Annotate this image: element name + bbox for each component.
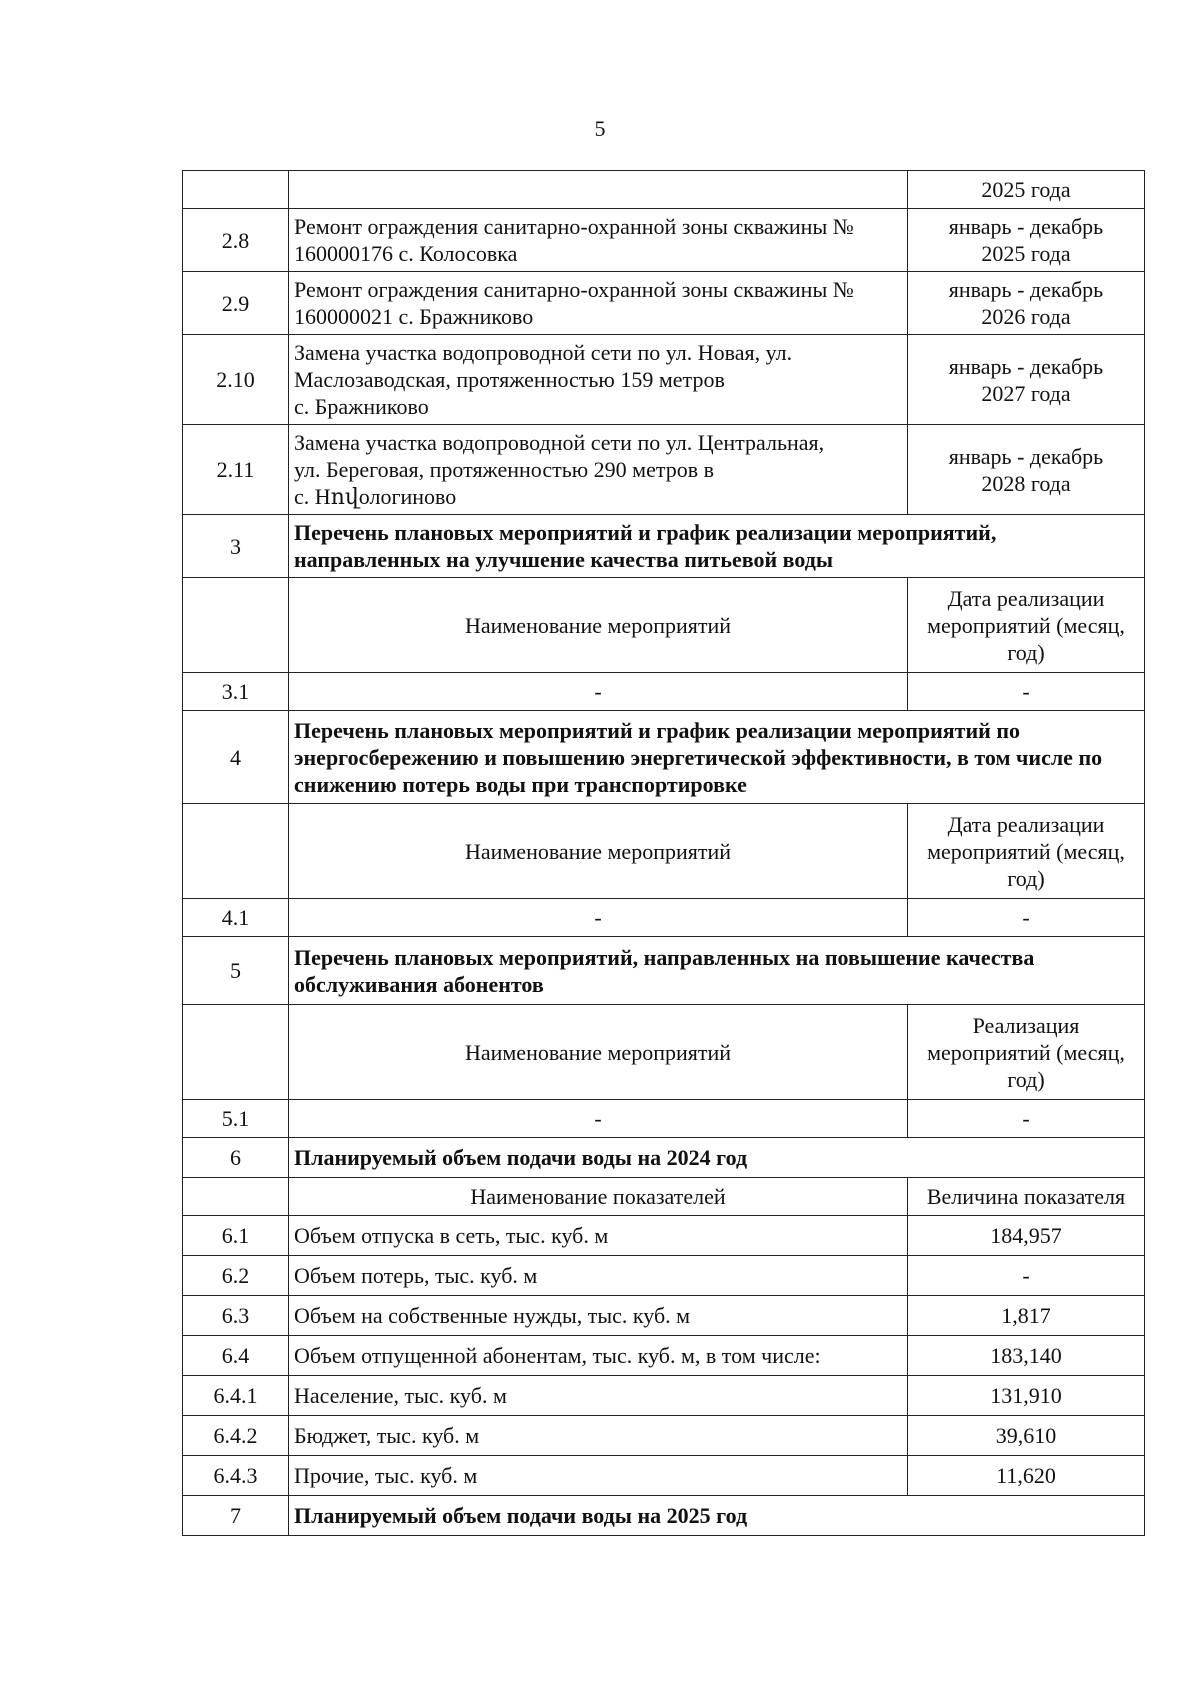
row-number: 6.2: [183, 1256, 289, 1296]
section-number: 6: [183, 1138, 289, 1178]
row-name: Объем на собственные нужды, тыс. куб. м: [289, 1296, 908, 1336]
row-value: 39,610: [908, 1416, 1145, 1456]
row-name: [289, 171, 908, 209]
section-title: Планируемый объем подачи воды на 2025 год: [289, 1496, 1145, 1536]
row-number: [183, 171, 289, 209]
column-header-date: Дата реализации мероприятий (месяц, год): [908, 804, 1145, 899]
table-row: [183, 272, 1145, 335]
row-name: -: [289, 1100, 908, 1138]
row-name: Объем потерь, тыс. куб. м: [289, 1256, 908, 1296]
section-header-row: [183, 1138, 1145, 1178]
row-number: 2.9: [183, 272, 289, 335]
table-row: [183, 1336, 1145, 1376]
table-row: [183, 1376, 1145, 1416]
table-row: [183, 1416, 1145, 1456]
section-header-row: [183, 515, 1145, 578]
table-row: [183, 209, 1145, 272]
row-value: 183,140: [908, 1336, 1145, 1376]
column-header-row: [183, 578, 1145, 673]
row-date: [908, 335, 1145, 425]
section-header-row: [183, 711, 1145, 804]
row-number: 3.1: [183, 673, 289, 711]
table-row: [183, 1216, 1145, 1256]
table-row: [183, 1100, 1145, 1138]
row-number: 6.3: [183, 1296, 289, 1336]
section-header-row: [183, 1496, 1145, 1536]
row-number: 6.4.2: [183, 1416, 289, 1456]
section-title: Перечень плановых мероприятий и график реализации мероприятий по энергосбережению и повышению энергетической эффективности, в том числе по снижению потерь воды при транспортировке: [289, 711, 1145, 804]
date-line: январь - декабрь: [948, 214, 1104, 239]
date-line: 2027 года: [981, 380, 1071, 406]
row-number: 4.1: [183, 899, 289, 937]
row-number: 6.4.3: [183, 1456, 289, 1496]
row-number: 5.1: [183, 1100, 289, 1138]
name-line: с. Бражниково: [294, 394, 429, 419]
row-name: -: [289, 673, 908, 711]
section-title: Перечень плановых мероприятий и график реализации мероприятий, направленных на улучшение качества питьевой воды: [289, 515, 1145, 578]
row-date: -: [908, 1100, 1145, 1138]
section-number: 7: [183, 1496, 289, 1536]
row-name: Бюджет, тыс. куб. м: [289, 1416, 908, 1456]
date-line: 2028 года: [981, 470, 1071, 496]
table-row: [183, 335, 1145, 425]
row-date: -: [908, 673, 1145, 711]
row-date: 2025 года: [908, 171, 1145, 209]
row-date: [908, 209, 1145, 272]
row-name: Объем отпущенной абонентам, тыс. куб. м, в том числе:: [289, 1336, 908, 1376]
section-number: 5: [183, 937, 289, 1005]
row-number: 2.10: [183, 335, 289, 425]
column-header-value: Величина показателя: [908, 1178, 1145, 1216]
column-header-row: [183, 1005, 1145, 1100]
section-number: 3: [183, 515, 289, 578]
column-header-name: Наименование мероприятий: [289, 1005, 908, 1100]
row-date: -: [908, 899, 1145, 937]
name-line: с. Нովологиново: [294, 484, 457, 509]
date-line: январь - декабрь: [948, 353, 1104, 379]
name-line: Маслозаводская, протяженностью 159 метров: [294, 367, 725, 392]
column-header-row: [183, 1178, 1145, 1216]
section-number: 4: [183, 711, 289, 804]
row-number: 2.11: [183, 425, 289, 515]
name-line: Замена участка водопроводной сети по ул. Новая, ул.: [294, 340, 793, 365]
row-number: 6.4: [183, 1336, 289, 1376]
row-value: 131,910: [908, 1376, 1145, 1416]
row-date: [908, 272, 1145, 335]
section-header-row: [183, 937, 1145, 1005]
table-row: [183, 1296, 1145, 1336]
table-row: [183, 425, 1145, 515]
table-row: [183, 899, 1145, 937]
column-header-date: Реализация мероприятий (месяц, год): [908, 1005, 1145, 1100]
row-number: 2.8: [183, 209, 289, 272]
row-value: -: [908, 1256, 1145, 1296]
column-header-row: [183, 804, 1145, 899]
name-line: Замена участка водопроводной сети по ул. Центральная,: [294, 430, 825, 455]
date-line: 2026 года: [981, 304, 1071, 329]
row-name: -: [289, 899, 908, 937]
column-header-date: Дата реализации мероприятий (месяц, год): [908, 578, 1145, 673]
page-number: 5: [594, 116, 606, 141]
name-line: ул. Береговая, протяженностью 290 метров в: [294, 457, 715, 482]
row-name: Ремонт ограждения санитарно-охранной зоны скважины № 160000176 с. Колосовка: [289, 209, 908, 272]
row-name: Население, тыс. куб. м: [289, 1376, 908, 1416]
table-row: [183, 1456, 1145, 1496]
column-header-name: Наименование мероприятий: [289, 804, 908, 899]
row-number: 6.1: [183, 1216, 289, 1256]
column-header-name: Наименование показателей: [289, 1178, 908, 1216]
measures-table: [182, 170, 1145, 1536]
column-header-name: Наименование мероприятий: [289, 578, 908, 673]
table-row: [183, 673, 1145, 711]
row-name: Объем отпуска в сеть, тыс. куб. м: [289, 1216, 908, 1256]
date-line: январь - декабрь: [948, 277, 1104, 302]
row-value: 1,817: [908, 1296, 1145, 1336]
row-name: Ремонт ограждения санитарно-охранной зоны скважины № 160000021 с. Бражниково: [289, 272, 908, 335]
row-value: 11,620: [908, 1456, 1145, 1496]
row-value: 184,957: [908, 1216, 1145, 1256]
row-name: Прочие, тыс. куб. м: [289, 1456, 908, 1496]
row-name: [289, 335, 908, 425]
section-title: Перечень плановых мероприятий, направленных на повышение качества обслуживания абонентов: [289, 937, 1145, 1005]
row-date: [908, 425, 1145, 515]
row-number: 6.4.1: [183, 1376, 289, 1416]
section-title: Планируемый объем подачи воды на 2024 год: [289, 1138, 1145, 1178]
date-line: январь - декабрь: [948, 443, 1104, 469]
date-line: 2025 года: [981, 241, 1071, 266]
row-name: [289, 425, 908, 515]
table-row: [183, 1256, 1145, 1296]
table-row: [183, 171, 1145, 209]
